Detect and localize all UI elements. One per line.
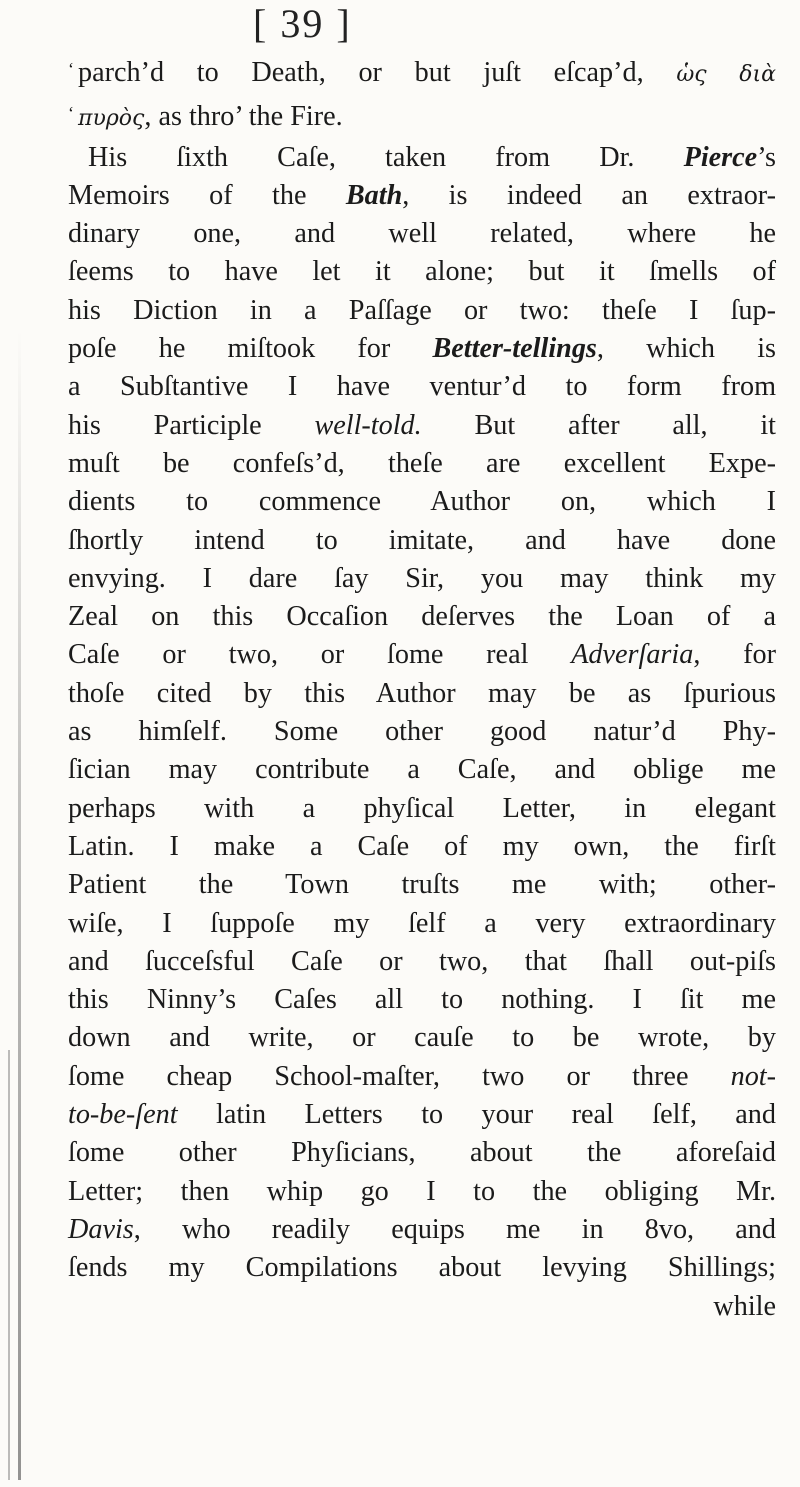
text-line bbox=[68, 139, 776, 177]
text-line bbox=[68, 943, 776, 981]
text-line bbox=[68, 598, 776, 636]
text-line bbox=[68, 828, 776, 866]
text-run: ὡς διὰ bbox=[676, 62, 776, 87]
text-run: not- bbox=[730, 1060, 776, 1092]
text-line bbox=[68, 981, 776, 1019]
text-run: ſome cheap School-maſter, two or three bbox=[68, 1060, 731, 1092]
text-run: , is indeed an extraor- bbox=[402, 179, 776, 211]
text-line bbox=[68, 751, 776, 789]
text-run: poſe he miſtook for bbox=[68, 333, 433, 365]
text-run: latin Letters to your real ſelf, and bbox=[177, 1099, 776, 1131]
text-run: and ſucceſsful Caſe or two, that ſhall out-piſs bbox=[68, 945, 776, 977]
text-run: Latin. I make a Caſe of my own, the firſt bbox=[68, 830, 776, 862]
text-run: Letter; then whip go I to the obliging Mr. bbox=[68, 1175, 776, 1207]
text-run: ſome other Phyſicians, about the aforeſaid bbox=[68, 1137, 776, 1169]
text-line bbox=[68, 177, 776, 215]
text-run: , for bbox=[693, 639, 776, 671]
text-run: Zeal on this Occaſion deſerves the Loan of a bbox=[68, 601, 776, 633]
text-line bbox=[68, 636, 776, 674]
text-line bbox=[68, 905, 776, 943]
text-line bbox=[68, 866, 776, 904]
binding-gutter-shadow bbox=[18, 330, 21, 1480]
text-run: to-be-ſent bbox=[68, 1099, 178, 1131]
text-line bbox=[68, 790, 776, 828]
text-line bbox=[68, 560, 776, 598]
text-run: Bath bbox=[345, 179, 403, 211]
text-run: , which is bbox=[596, 333, 777, 365]
text-line bbox=[68, 50, 776, 94]
binding-edge-shadow bbox=[8, 1050, 10, 1480]
text-run: ſends my Compilations about levying Shillings; bbox=[68, 1252, 776, 1284]
text-run: ’s bbox=[757, 141, 776, 173]
text-line bbox=[68, 94, 776, 138]
text-line bbox=[68, 522, 776, 560]
text-run: , as thro’ the Fire. bbox=[144, 101, 343, 133]
text-line bbox=[68, 1134, 776, 1172]
text-run: dinary one, and well related, where he bbox=[68, 218, 776, 250]
text-run: parch’d to Death, or but juſt eſcap’d, bbox=[78, 57, 677, 88]
text-line bbox=[68, 483, 776, 521]
text-line bbox=[68, 253, 776, 291]
text-line bbox=[68, 1019, 776, 1057]
text-run: ‘ bbox=[68, 59, 74, 79]
text-line bbox=[68, 675, 776, 713]
text-line bbox=[68, 292, 776, 330]
text-run: Better-tellings bbox=[432, 333, 597, 365]
text-run: ſhortly intend to imitate, and have done bbox=[68, 524, 776, 556]
text-run: , who readily equips me in 8vo, and bbox=[133, 1213, 776, 1245]
text-run: ſeems to have let it alone; but it ſmells of bbox=[68, 256, 776, 288]
page-number: [ 39 ] bbox=[253, 1, 352, 46]
text-line bbox=[68, 1249, 776, 1287]
text-run: envying. I dare ſay Sir, you may think my bbox=[68, 562, 776, 594]
text-run: thoſe cited by this Author may be as ſpurious bbox=[68, 677, 776, 709]
text-line bbox=[68, 330, 776, 368]
text-run: a Subſtantive I have ventur’d to form from bbox=[68, 371, 776, 403]
text-line bbox=[68, 1058, 776, 1096]
text-line bbox=[68, 1096, 776, 1134]
text-run: His ſixth Caſe, taken from Dr. bbox=[88, 141, 684, 173]
text-run: dients to commence Author on, which I bbox=[68, 486, 776, 518]
text-run: Davis bbox=[68, 1213, 134, 1245]
text-run: his Participle bbox=[68, 409, 315, 441]
text-run: muſt be confeſs’d, theſe are excellent Expe- bbox=[68, 447, 776, 479]
text-run: ‘ bbox=[68, 103, 74, 124]
text-line bbox=[68, 713, 776, 751]
text-run: Adverſaria bbox=[571, 639, 694, 671]
text-run: Caſe or two, or ſome real bbox=[68, 639, 572, 671]
text-run: wiſe, I ſuppoſe my ſelf a very extraordinary bbox=[68, 907, 776, 939]
text-run: while bbox=[713, 1290, 776, 1322]
text-run: this Ninny’s Caſes all to nothing. I ſit me bbox=[68, 984, 776, 1016]
text-run: But after all, it bbox=[421, 409, 776, 441]
text-line bbox=[68, 407, 776, 445]
text-run: πυρὸς bbox=[78, 106, 145, 132]
text-run: Memoirs of the bbox=[68, 179, 346, 211]
text-run: perhaps with a phyſical Letter, in elegant bbox=[68, 792, 776, 824]
text-line bbox=[68, 1173, 776, 1211]
text-run: down and write, or cauſe to be wrote, by bbox=[68, 1022, 776, 1054]
text-run: ſician may contribute a Caſe, and oblige me bbox=[68, 754, 776, 786]
text-run: Patient the Town truſts me with; other- bbox=[68, 869, 776, 901]
text-line bbox=[68, 445, 776, 483]
text-line bbox=[68, 1211, 776, 1249]
text-line bbox=[68, 368, 776, 406]
text-run: Pierce bbox=[683, 141, 758, 173]
text-line bbox=[68, 215, 776, 253]
text-line bbox=[68, 1288, 776, 1326]
text-run: his Diction in a Paſſage or two: theſe I ſup- bbox=[68, 294, 776, 326]
text-run: as himſelf. Some other good natur’d Phy- bbox=[68, 716, 776, 748]
body-text bbox=[68, 50, 776, 1326]
text-run: well-told. bbox=[314, 409, 422, 441]
